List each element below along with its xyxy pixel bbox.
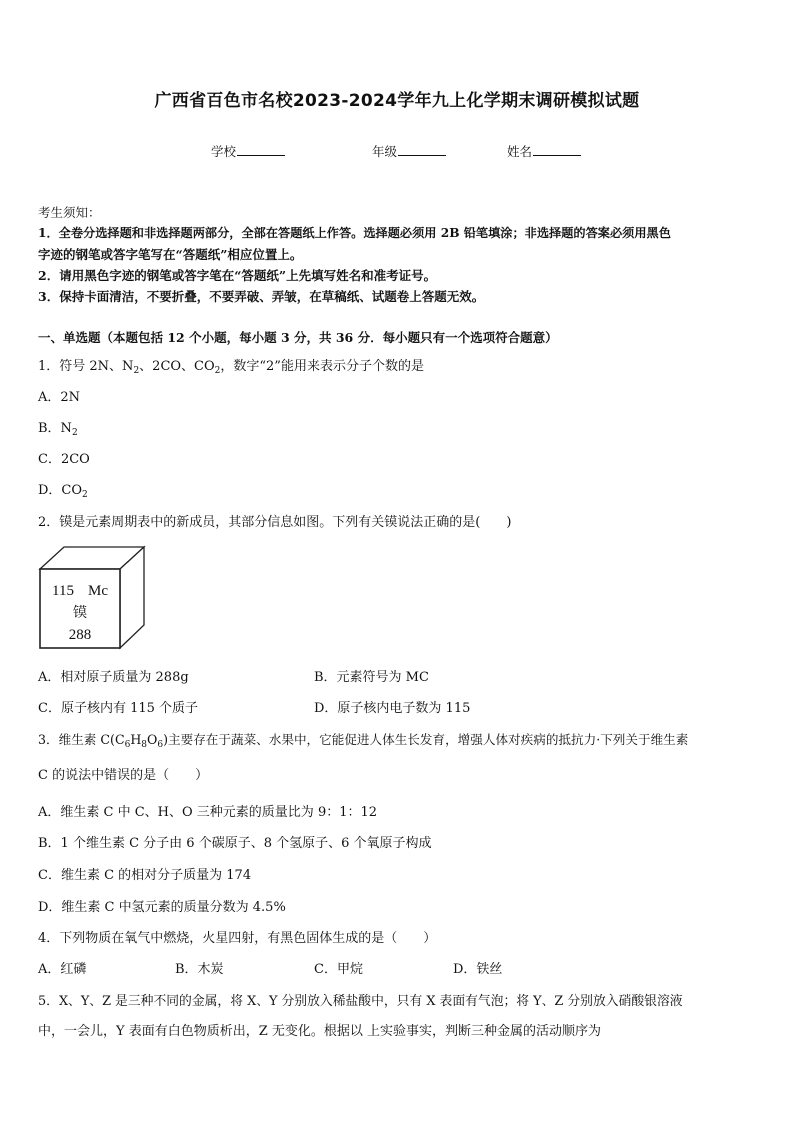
q1-option-c: C．2CO	[38, 452, 90, 467]
q1-option-b: B．$N_2$	[38, 421, 78, 438]
notice-line-1b: 字迹的钢笔或答字笔写在“答题纸”相应位置上。	[38, 247, 303, 262]
element-mass: 288	[68, 627, 92, 643]
q4-stem: 4．下列物质在氧气中燃烧，火星四射，有黑色固体生成的是（ ）	[38, 931, 437, 946]
element-name: 镆	[73, 605, 87, 621]
school-field	[211, 142, 285, 160]
q3-option-b: B．1 个维生素 C 分子由 6 个碳原子、8 个氢原子、6 个氧原子构成	[38, 836, 432, 851]
q2-option-d: D．原子核内电子数为 115	[314, 701, 471, 716]
q4-option-b: B．木炭	[175, 962, 224, 977]
section-heading: 一、单选题（本题包括 12 个小题，每小题 3 分，共 36 分．每小题只有一个选项符合题意）	[38, 330, 558, 345]
notice-heading: 考生须知：	[38, 205, 101, 220]
grade-blank	[398, 143, 446, 156]
element-card-figure	[38, 545, 148, 651]
notice-line-2: 2．请用黑色字迹的钢笔或答字笔在“答题纸”上先填写姓名和准考证号。	[38, 268, 437, 283]
name-label: 姓名	[507, 144, 533, 159]
notice-line-3: 3．保持卡面清洁，不要折叠，不要弄破、弄皱，在草稿纸、试题卷上答题无效。	[38, 289, 485, 304]
notice-line-1a: 1．全卷分选择题和非选择题两部分，全部在答题纸上作答。选择题必须用 2B 铅笔填涂；非选择题的答案必须用黑色	[38, 226, 671, 240]
q1-stem: 1．符号 2N、$N_2$、2CO、$CO_2$，数字“2”能用来表示分子个数的是	[38, 359, 424, 376]
q2-option-c: C．原子核内有 115 个质子	[38, 701, 199, 716]
q3-stem-line2: C 的说法中错误的是（ ）	[38, 768, 209, 783]
q4-option-a: A．红磷	[38, 962, 87, 977]
q3-option-c: C．维生素 C 的相对分子质量为 174	[38, 868, 252, 883]
q2-option-a: A．相对原子质量为 288g	[38, 670, 189, 685]
element-number: 115	[52, 583, 74, 599]
school-label: 学校	[211, 144, 237, 159]
q2-option-b: B．元素符号为 MC	[314, 670, 429, 685]
grade-label: 年级	[372, 144, 398, 159]
q3-option-d: D．维生素 C 中氢元素的质量分数为 4.5%	[38, 900, 286, 915]
page-title: 广西省百色市名校2023-2024学年九上化学期末调研模拟试题	[154, 91, 640, 111]
name-blank	[533, 143, 581, 156]
school-blank	[237, 143, 285, 156]
q5-stem-line1: 5．X、Y、Z 是三种不同的金属，将 X、Y 分别放入稀盐酸中，只有 X 表面有气泡；将 Y、Z 分别放入硝酸银溶液	[38, 994, 683, 1009]
q5-stem-line2: 中，一会儿，Y 表面有白色物质析出，Z 无变化。根据以 上实验事实，判断三种金属的活动顺序为	[38, 1024, 602, 1039]
q1-option-a: A．2N	[38, 390, 81, 405]
q3-stem-line1: 3．维生素 $C(C_6H_8O_6)$主要存在于蔬菜、水果中，它能促进人体生长发育，增强人体对疾病的抵抗力·下列关于维生素	[38, 732, 689, 750]
q1-option-d: D．$CO_2$	[38, 483, 88, 500]
q3-option-a: A．维生素 C 中 C、H、O 三种元素的质量比为 9：1：12	[38, 805, 378, 820]
element-symbol: Mc	[88, 583, 108, 599]
q4-option-c: C．甲烷	[314, 962, 363, 977]
name-field	[507, 142, 581, 160]
grade-field	[372, 142, 446, 160]
q4-option-d: D．铁丝	[453, 962, 503, 977]
q2-stem: 2．镆是元素周期表中的新成员，其部分信息如图。下列有关镆说法正确的是( )	[38, 515, 512, 530]
